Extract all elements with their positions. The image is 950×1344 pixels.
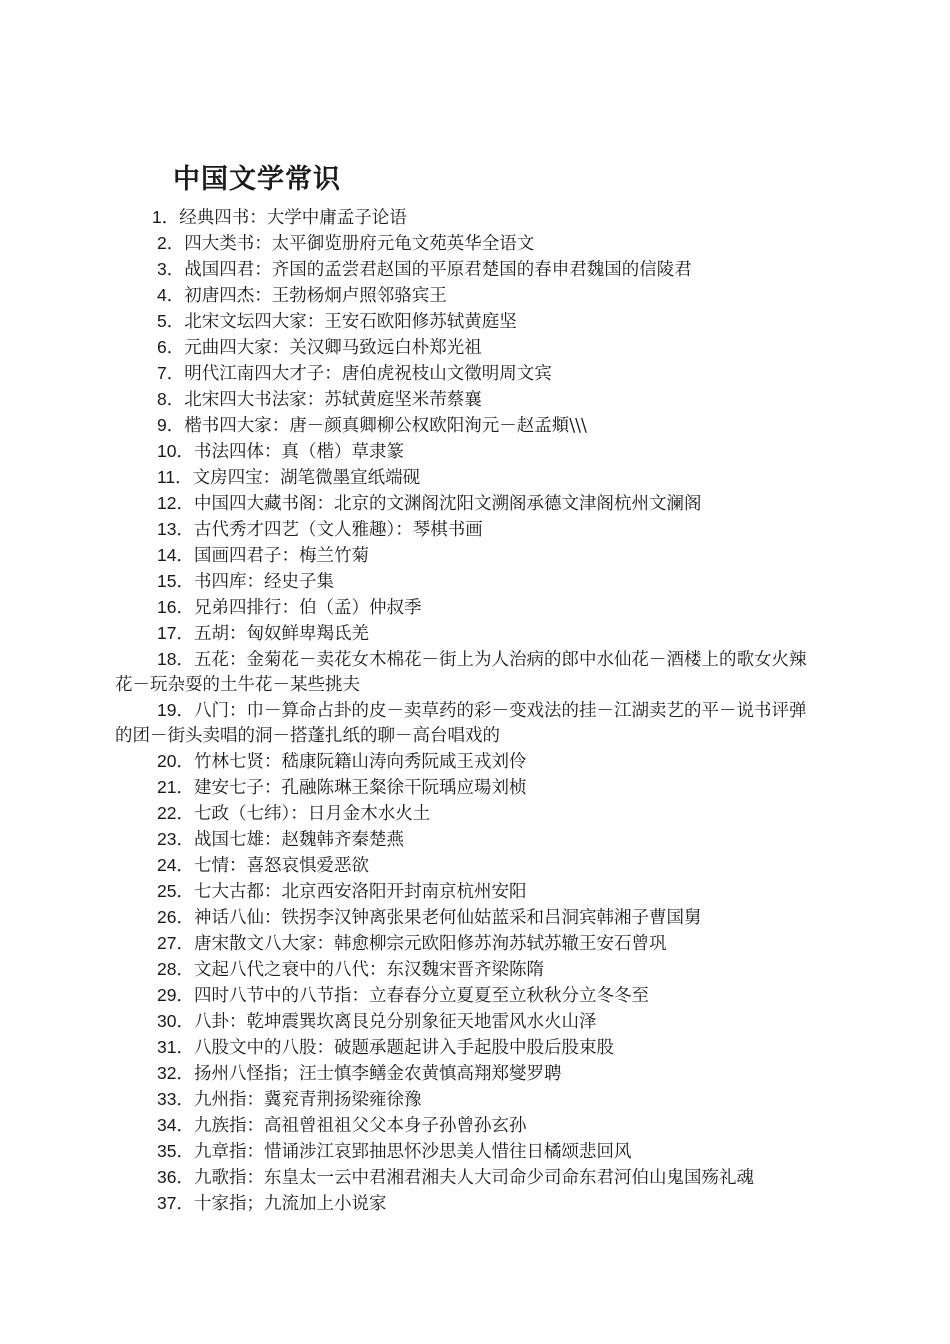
list-item-number: 34．	[157, 1115, 194, 1135]
list-item-number: 28．	[157, 959, 194, 979]
list-item-text: 北宋四大书法家：苏轼黄庭坚米芾蔡襄	[184, 390, 482, 410]
list-item-number: 7．	[157, 363, 185, 383]
list-item-number: 27．	[157, 933, 194, 953]
list-item	[115, 517, 820, 543]
document-title: 中国文学常识	[173, 164, 341, 195]
list-item-text: 兄弟四排行：伯（孟）仲叔季	[193, 598, 422, 618]
list-item	[115, 931, 820, 957]
list-item-number: 22．	[157, 803, 194, 823]
list-item-text: 文房四宝：湖笔微墨宣纸端砚	[192, 468, 421, 488]
list-item	[115, 1113, 820, 1139]
list-item-text: 九歌指：东皇太一云中君湘君湘夫人大司命少司命东君河伯山鬼国殇礼魂	[193, 1168, 754, 1188]
list-item	[115, 569, 820, 595]
list-item	[115, 257, 820, 283]
list-item	[115, 1087, 820, 1113]
list-item-text: 战国七雄：赵魏韩齐秦楚燕	[193, 830, 404, 850]
list-item	[115, 905, 820, 931]
list-item-number: 31．	[157, 1037, 194, 1057]
list-item-text: 八门：巾－算命占卦的皮－卖草药的彩－变戏法的挂－江湖卖艺的平－说书评弹的团－街头卖唱的洞－搭蓬扎纸的聊－高台唱戏的	[115, 701, 807, 746]
list-item-number: 25．	[157, 881, 194, 901]
list-item-text: 七情：喜怒哀惧爱恶欲	[193, 856, 369, 876]
list-item-number: 33．	[157, 1089, 194, 1109]
list-item-number: 21．	[157, 777, 194, 797]
list-item	[115, 1139, 820, 1165]
list-item-number: 13．	[157, 519, 194, 539]
list-item-text: 国画四君子：梅兰竹菊	[193, 546, 369, 566]
list-item	[115, 465, 820, 491]
list-item	[115, 413, 820, 439]
list-item-text: 神话八仙：铁拐李汉钟离张果老何仙姑蓝采和吕洞宾韩湘子曹国舅	[193, 908, 702, 928]
list-item-number: 18．	[157, 649, 194, 669]
list-item	[115, 491, 820, 517]
list-item	[115, 1191, 820, 1217]
list-item-text: 七政（七纬）：日月金木水火土	[193, 804, 431, 824]
list-item	[115, 309, 820, 335]
list-item	[115, 957, 820, 983]
list-item	[115, 205, 820, 231]
list-item-text: 四大类书：太平御览册府元龟文苑英华全语文	[184, 234, 535, 254]
list-item-text: 九州指：冀兖青荆扬梁雍徐豫	[193, 1090, 422, 1110]
list-item-number: 1．	[152, 207, 180, 227]
list-item-number: 36．	[157, 1167, 194, 1187]
list-item	[115, 983, 820, 1009]
list-item-number: 37．	[157, 1193, 194, 1213]
list-item-text: 建安七子：孔融陈琳王粲徐干阮瑀应瑒刘桢	[193, 778, 527, 798]
list-item	[115, 853, 820, 879]
list-item-text: 扬州八怪指；汪士慎李鳝金农黄慎高翔郑燮罗聘	[193, 1064, 562, 1084]
list-item	[115, 647, 820, 698]
list-item	[115, 335, 820, 361]
list-item-number: 32．	[157, 1063, 194, 1083]
list-item-number: 3．	[157, 259, 185, 279]
list-item-number: 23．	[157, 829, 194, 849]
list-item-number: 35．	[157, 1141, 194, 1161]
list-item	[115, 283, 820, 309]
list-item-text: 九章指：惜诵涉江哀郢抽思怀沙思美人惜往日橘颂悲回风	[193, 1142, 632, 1162]
list-item-text: 竹林七贤：嵇康阮籍山涛向秀阮咸王戎刘伶	[193, 752, 527, 772]
list-item-number: 17．	[157, 623, 194, 643]
list-item-text: 文起八代之衰中的八代：东汉魏宋晋齐梁陈隋	[193, 960, 544, 980]
list-item-text: 八股文中的八股：破题承题起讲入手起股中股后股束股	[193, 1038, 614, 1058]
list-item-text: 五花：金菊花－卖花女木棉花－街上为人治病的郎中水仙花－酒楼上的歌女火辣花－玩杂耍的土牛花－某些挑夫	[115, 650, 807, 695]
list-item-number: 20．	[157, 751, 194, 771]
list-item-text: 初唐四杰：王勃杨炯卢照邻骆宾王	[184, 286, 447, 306]
list-item-number: 24．	[157, 855, 194, 875]
list-item-number: 26．	[157, 907, 194, 927]
list-item-text: 明代江南四大才子：唐伯虎祝枝山文徵明周文宾	[184, 364, 552, 384]
list-item-number: 19．	[157, 700, 194, 720]
list-item-text: 书法四体：真（楷）草隶篆	[193, 442, 404, 462]
list-item	[115, 1165, 820, 1191]
list-item	[115, 439, 820, 465]
list-item-number: 9．	[157, 415, 185, 435]
list-item-text: 十家指；九流加上小说家	[193, 1194, 387, 1214]
list-item-number: 5．	[157, 311, 185, 331]
list-item-text: 四时八节中的八节指：立春春分立夏夏至立秋秋分立冬冬至	[193, 986, 649, 1006]
list-item-text: 楷书四大家：唐－颜真卿柳公权欧阳洵元－赵孟頫\\\	[184, 416, 587, 436]
list-item	[115, 879, 820, 905]
list-item	[115, 827, 820, 853]
list-item	[115, 1009, 820, 1035]
list-item-number: 16．	[157, 597, 194, 617]
list-item	[115, 387, 820, 413]
list-item-text: 北宋文坛四大家：王安石欧阳修苏轼黄庭坚	[184, 312, 517, 332]
list-item-text: 经典四书：大学中庸孟子论语	[179, 208, 407, 228]
list-item-number: 4．	[157, 285, 185, 305]
list-item-number: 10．	[157, 441, 194, 461]
list-item	[115, 749, 820, 775]
list-item-number: 12．	[157, 493, 194, 513]
list-item	[115, 543, 820, 569]
list-item-number: 8．	[157, 389, 185, 409]
list-item-text: 古代秀才四艺（文人雅趣）：琴棋书画	[193, 520, 483, 540]
list-item-text: 七大古都：北京西安洛阳开封南京杭州安阳	[193, 882, 527, 902]
list-item-number: 2．	[157, 233, 185, 253]
list-item	[115, 1061, 820, 1087]
list-item-text: 五胡：匈奴鲜卑羯氐羌	[193, 624, 369, 644]
list-item	[115, 621, 820, 647]
list-item-text: 战国四君：齐国的孟尝君赵国的平原君楚国的春申君魏国的信陵君	[184, 260, 692, 280]
list-item-text: 元曲四大家：关汉卿马致远白朴郑光祖	[184, 338, 482, 358]
list-item-text: 唐宋散文八大家：韩愈柳宗元欧阳修苏洵苏轼苏辙王安石曾巩	[193, 934, 667, 954]
list-item-number: 6．	[157, 337, 185, 357]
list-item	[115, 595, 820, 621]
list-item-text: 八卦：乾坤震巽坎离艮兑分别象征天地雷风水火山泽	[193, 1012, 597, 1032]
list-item	[115, 231, 820, 257]
list-item	[115, 801, 820, 827]
list-item	[115, 698, 820, 749]
literature-list	[115, 205, 820, 1217]
list-item	[115, 361, 820, 387]
list-item-number: 14．	[157, 545, 194, 565]
list-item-text: 中国四大藏书阁：北京的文渊阁沈阳文溯阁承德文津阁杭州文澜阁	[193, 494, 702, 514]
list-item-number: 11．	[157, 467, 193, 487]
list-item	[115, 775, 820, 801]
list-item-number: 15．	[157, 571, 194, 591]
list-item-text: 书四库：经史子集	[193, 572, 334, 592]
list-item-text: 九族指：高祖曾祖祖父父本身子孙曾孙玄孙	[193, 1116, 527, 1136]
list-item-number: 29．	[157, 985, 194, 1005]
list-item	[115, 1035, 820, 1061]
list-item-number: 30．	[157, 1011, 194, 1031]
